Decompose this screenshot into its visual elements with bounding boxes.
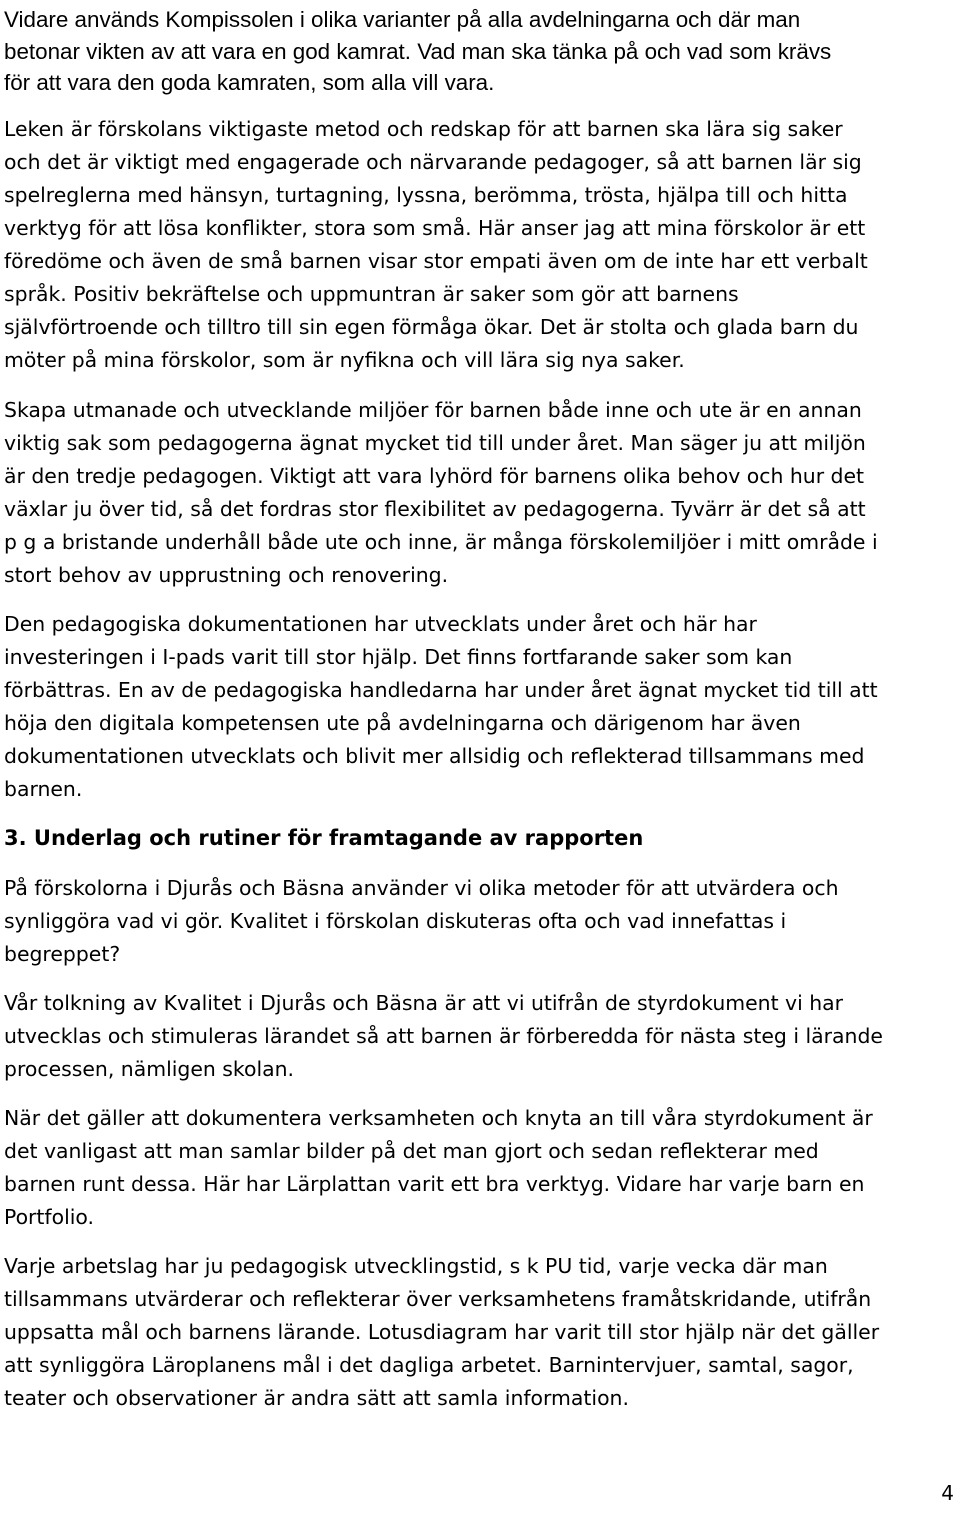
paragraph-kompissolen	[4, 4, 831, 99]
text-line: spelreglerna med hänsyn, turtagning, lyssna, berömma, trösta, hjälpa till och hitta	[4, 183, 848, 207]
paragraph-dokumentera	[4, 1102, 873, 1234]
paragraph-miljoer	[4, 394, 878, 592]
text-line: Portfolio.	[4, 1205, 95, 1229]
paragraph-dokumentation	[4, 608, 878, 806]
text-line: höja den digitala kompetensen ute på avdelningarna och därigenom har även	[4, 711, 801, 735]
text-line: Den pedagogiska dokumentationen har utvecklats under året och här har	[4, 612, 757, 636]
text-line: barnen runt dessa. Här har Lärplattan varit ett bra verktyg. Vidare har varje barn en	[4, 1172, 865, 1196]
paragraph-leken	[4, 113, 868, 377]
text-line: tillsammans utvärderar och reflekterar över verksamhetens framåtskridande, utifrån	[4, 1287, 872, 1311]
text-line: föredöme och även de små barnen visar stor empati även om de inte har ett verbalt	[4, 249, 868, 273]
text-line: är den tredje pedagogen. Viktigt att vara lyhörd för barnens olika behov och hur det	[4, 464, 865, 488]
text-line: det vanligast att man samlar bilder på det man gjort och sedan reflekterar med	[4, 1139, 819, 1163]
paragraph-metoder	[4, 872, 839, 971]
text-line: Vår tolkning av Kvalitet i Djurås och Bäsna är att vi utifrån de styrdokument vi har	[4, 991, 844, 1015]
text-line: stort behov av upprustning och renovering.	[4, 563, 449, 587]
text-line: förbättras. En av de pedagogiska handledarna har under året ägnat mycket tid till att	[4, 678, 878, 702]
text-line: teater och observationer är andra sätt att samla information.	[4, 1386, 629, 1410]
text-line: barnen.	[4, 777, 83, 801]
text-line: dokumentationen utvecklats och blivit mer allsidig och reflekterad tillsammans med	[4, 744, 865, 768]
text-line: Varje arbetslag har ju pedagogisk utvecklingstid, s k PU tid, varje vecka där man	[4, 1254, 828, 1278]
text-line: verktyg för att lösa konflikter, stora som små. Här anser jag att mina förskolor är ett	[4, 216, 866, 240]
text-line: språk. Positiv bekräftelse och uppmuntran är saker som gör att barnens	[4, 282, 739, 306]
text-line: Vidare används Kompissolen i olika varianter på alla avdelningarna och där man	[4, 7, 801, 32]
page-number: 4	[941, 1481, 954, 1505]
text-line: synliggöra vad vi gör. Kvalitet i förskolan diskuteras ofta och vad innefattas i	[4, 909, 787, 933]
text-line: självförtroende och tilltro till sin egen förmåga ökar. Det är stolta och glada barn du	[4, 315, 859, 339]
text-line: investeringen i I-pads varit till stor hjälp. Det finns fortfarande saker som kan	[4, 645, 793, 669]
paragraph-arbetslag	[4, 1250, 879, 1415]
text-line: betonar vikten av att vara en god kamrat. Vad man ska tänka på och vad som krävs	[4, 38, 832, 64]
text-line: möter på mina förskolor, som är nyfikna och vill lära sig nya saker.	[4, 348, 685, 372]
text-line: för att vara den goda kamraten, som alla vill vara.	[4, 70, 495, 96]
section-heading: 3. Underlag och rutiner för framtagande av rapporten	[4, 826, 644, 850]
text-line: När det gäller att dokumentera verksamheten och knyta an till våra styrdokument är	[4, 1106, 873, 1130]
text-line: processen, nämligen skolan.	[4, 1057, 295, 1081]
text-line: begreppet?	[4, 942, 121, 966]
text-line: växlar ju över tid, så det fordras stor flexibilitet av pedagogerna. Tyvärr är det så att	[4, 497, 866, 521]
paragraph-tolkning	[4, 987, 883, 1086]
text-line: och det är viktigt med engagerade och närvarande pedagoger, så att barnen lär sig	[4, 150, 862, 174]
text-line: Leken är förskolans viktigaste metod och redskap för att barnen ska lära sig saker	[4, 117, 843, 141]
text-line: p g a bristande underhåll både ute och inne, är många förskolemiljöer i mitt område i	[4, 530, 878, 554]
text-line: På förskolorna i Djurås och Bäsna använder vi olika metoder för att utvärdera och	[4, 876, 839, 900]
text-line: Skapa utmanade och utvecklande miljöer för barnen både inne och ute är en annan	[4, 398, 862, 422]
text-line: uppsatta mål och barnens lärande. Lotusdiagram har varit till stor hjälp när det gäller	[4, 1320, 880, 1344]
text-line: att synliggöra Läroplanens mål i det dagliga arbetet. Barnintervjuer, samtal, sagor,	[4, 1353, 854, 1377]
text-line: viktig sak som pedagogerna ägnat mycket tid till under året. Man säger ju att miljön	[4, 431, 866, 455]
text-line: utvecklas och stimuleras lärandet så att barnen är förberedda för nästa steg i lärande	[4, 1024, 883, 1048]
